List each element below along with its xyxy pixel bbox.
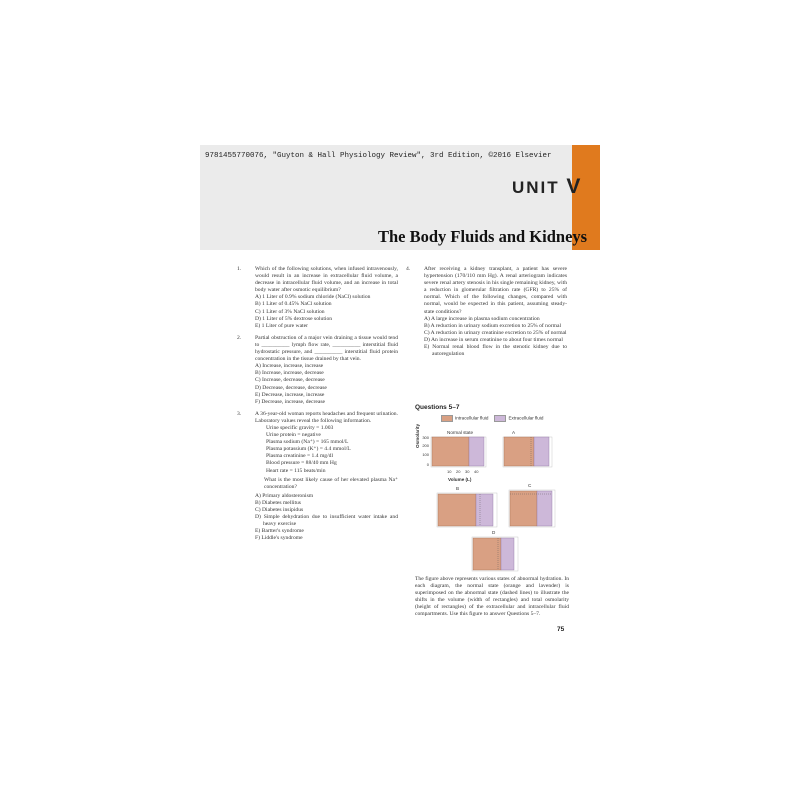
page-number: 75 <box>557 626 565 633</box>
answer-option: B) A reduction in urinary sodium excretion to 25% of normal <box>424 322 562 329</box>
question-prompt: What is the most likely cause of her elevated plasma Na⁺ concentration? <box>264 476 398 490</box>
answer-option: D) Decrease, decrease, decrease <box>255 384 327 391</box>
unit-label: UNIT <box>512 178 560 197</box>
answer-option: C) A reduction in urinary creatinine excretion to 25% of normal <box>424 329 567 336</box>
lab-value: Heart rate = 115 beats/min <box>266 467 326 474</box>
answer-option: E) Bartter's syndrome <box>255 528 304 535</box>
lab-value: Blood pressure = 88/40 mm Hg <box>266 460 337 467</box>
intracellular-rect <box>432 437 469 466</box>
y-tick: 300 <box>422 435 429 440</box>
answer-option: C) Increase, decrease, decrease <box>255 377 325 384</box>
copyright-line: 9781455770076, "Guyton & Hall Physiology Review", 3rd Edition, ©2016 Elsevier <box>205 152 552 160</box>
intracellular-rect <box>504 437 534 466</box>
extracellular-rect <box>501 538 514 570</box>
x-tick: 20 <box>456 469 461 474</box>
intracellular-rect <box>473 538 501 570</box>
answer-option: D) Simple dehydration due to insufficient water intake and heavy exercise <box>255 514 398 528</box>
x-tick: 30 <box>465 469 470 474</box>
questions-5-7-heading: Questions 5–7 <box>415 404 460 411</box>
answer-option: E) Normal renal blood flow in the stenotic kidney due to autoregulation <box>424 344 567 358</box>
answer-option: A) Increase, increase, increase <box>255 363 324 370</box>
extracellular-rect <box>537 491 552 526</box>
panel-b <box>437 486 497 527</box>
intracellular-rect <box>438 494 476 526</box>
x-axis-label: Volume (L) <box>448 477 472 482</box>
panel-label: B <box>456 486 460 491</box>
lab-value: Plasma sodium (Na⁺) = 165 mmol/L <box>266 439 349 446</box>
answer-option: D) An increase in serum creatinine to about four times normal <box>424 336 563 343</box>
question-text: A 36-year-old woman reports headaches and frequent urination. Laboratory values reveal the following information. <box>255 410 398 424</box>
panel-d <box>472 530 518 571</box>
lab-value: Plasma creatinine = 1.4 mg/dl <box>266 453 334 460</box>
panel-label: D <box>492 530 496 535</box>
answer-option: A) A large increase in plasma sodium concentration <box>424 315 540 322</box>
lab-value: Urine specific gravity = 1.003 <box>266 424 334 431</box>
panel-label: A <box>512 430 516 435</box>
extracellular-rect <box>476 494 493 526</box>
extracellular-rect <box>534 437 549 466</box>
x-tick: 10 <box>447 469 452 474</box>
answer-option: E) Decrease, increase, increase <box>255 391 325 398</box>
answer-option: E) 1 Liter of pure water <box>255 322 308 329</box>
question-text: Which of the following solutions, when infused intravenously, would result in an increase in extracellular fluid volume, a decrease in intracellular fluid volume, and an increase in total body water after osmotic equilibrium? <box>255 266 398 294</box>
answer-option: F) Decrease, increase, decrease <box>255 398 326 405</box>
panel-c <box>509 483 555 527</box>
lab-value: Plasma potassium (K⁺) = 4.4 mmol/L <box>266 446 351 453</box>
answer-option: A) Primary aldosteronism <box>255 492 314 499</box>
answer-option: B) Increase, increase, decrease <box>255 370 324 377</box>
y-tick: 200 <box>422 443 429 448</box>
answer-option: C) Diabetes insipidus <box>255 507 304 513</box>
intracellular-rect <box>510 491 537 526</box>
question-number: 1. <box>237 266 242 272</box>
answer-option: B) Diabetes mellitus <box>255 499 301 506</box>
figure-caption: The figure above represents various states of abnormal hydration. In each diagram, the normal state (orange and lavender) is superimposed on the abnormal state (dashed lines) to illustrate the shifts in the volume (width of rectangles) and total osmolarity (height of rectangles) of the extracellular and intracellular fluid compartments. Use this figure to answer Questions 5–7. <box>415 576 569 618</box>
panel-label: C <box>528 483 532 488</box>
chapter-title: The Body Fluids and Kidneys <box>378 227 588 246</box>
answer-option: B) 1 Liter of 0.45% NaCl solution <box>255 301 332 308</box>
lab-value: Urine protein = negative <box>266 432 321 439</box>
question-number: 3. <box>237 410 242 417</box>
y-tick: 0 <box>426 462 429 467</box>
answer-option: C) 1 Liter of 3% NaCl solution <box>255 308 325 315</box>
question-number: 2. <box>237 334 242 341</box>
legend-intracellular: Intracellular fluid <box>441 415 488 422</box>
question-text: Partial obstruction of a major vein draining a tissue would tend to __________ lymph flow rate, __________ interstitial fluid hydrostatic pressure, and __________ interstitial fluid protein concentration in the tissue drained by that vein. <box>255 334 398 363</box>
extracellular-rect <box>469 437 484 466</box>
question-number: 4. <box>406 266 411 272</box>
answer-option: D) 1 Liter of 5% dextrose solution <box>255 315 333 322</box>
y-tick: 100 <box>422 452 429 457</box>
panel-a <box>503 430 552 467</box>
panel-normal-state <box>415 424 486 482</box>
answer-option: F) Liddle's syndrome <box>255 535 303 542</box>
answer-option: A) 1 Liter of 0.9% sodium chloride (NaCl) solution <box>255 294 371 301</box>
legend-extracellular: Extracellular fluid <box>494 415 543 422</box>
y-axis-label: Osmolarity <box>415 424 420 448</box>
x-tick: 40 <box>474 469 479 474</box>
panel-label: Normal state <box>447 430 474 435</box>
question-text: After receiving a kidney transplant, a patient has severe hypertension (170/110 mm Hg). A renal arteriogram indicates severe renal artery stenosis in his single remaining kidney, with a reduction in glomerular filtration rate (GFR) to 25% of normal. Which of the following changes, compared with normal, would be expected in this patient, assuming steady-state conditions? <box>424 266 567 315</box>
unit-number: V <box>566 175 583 198</box>
